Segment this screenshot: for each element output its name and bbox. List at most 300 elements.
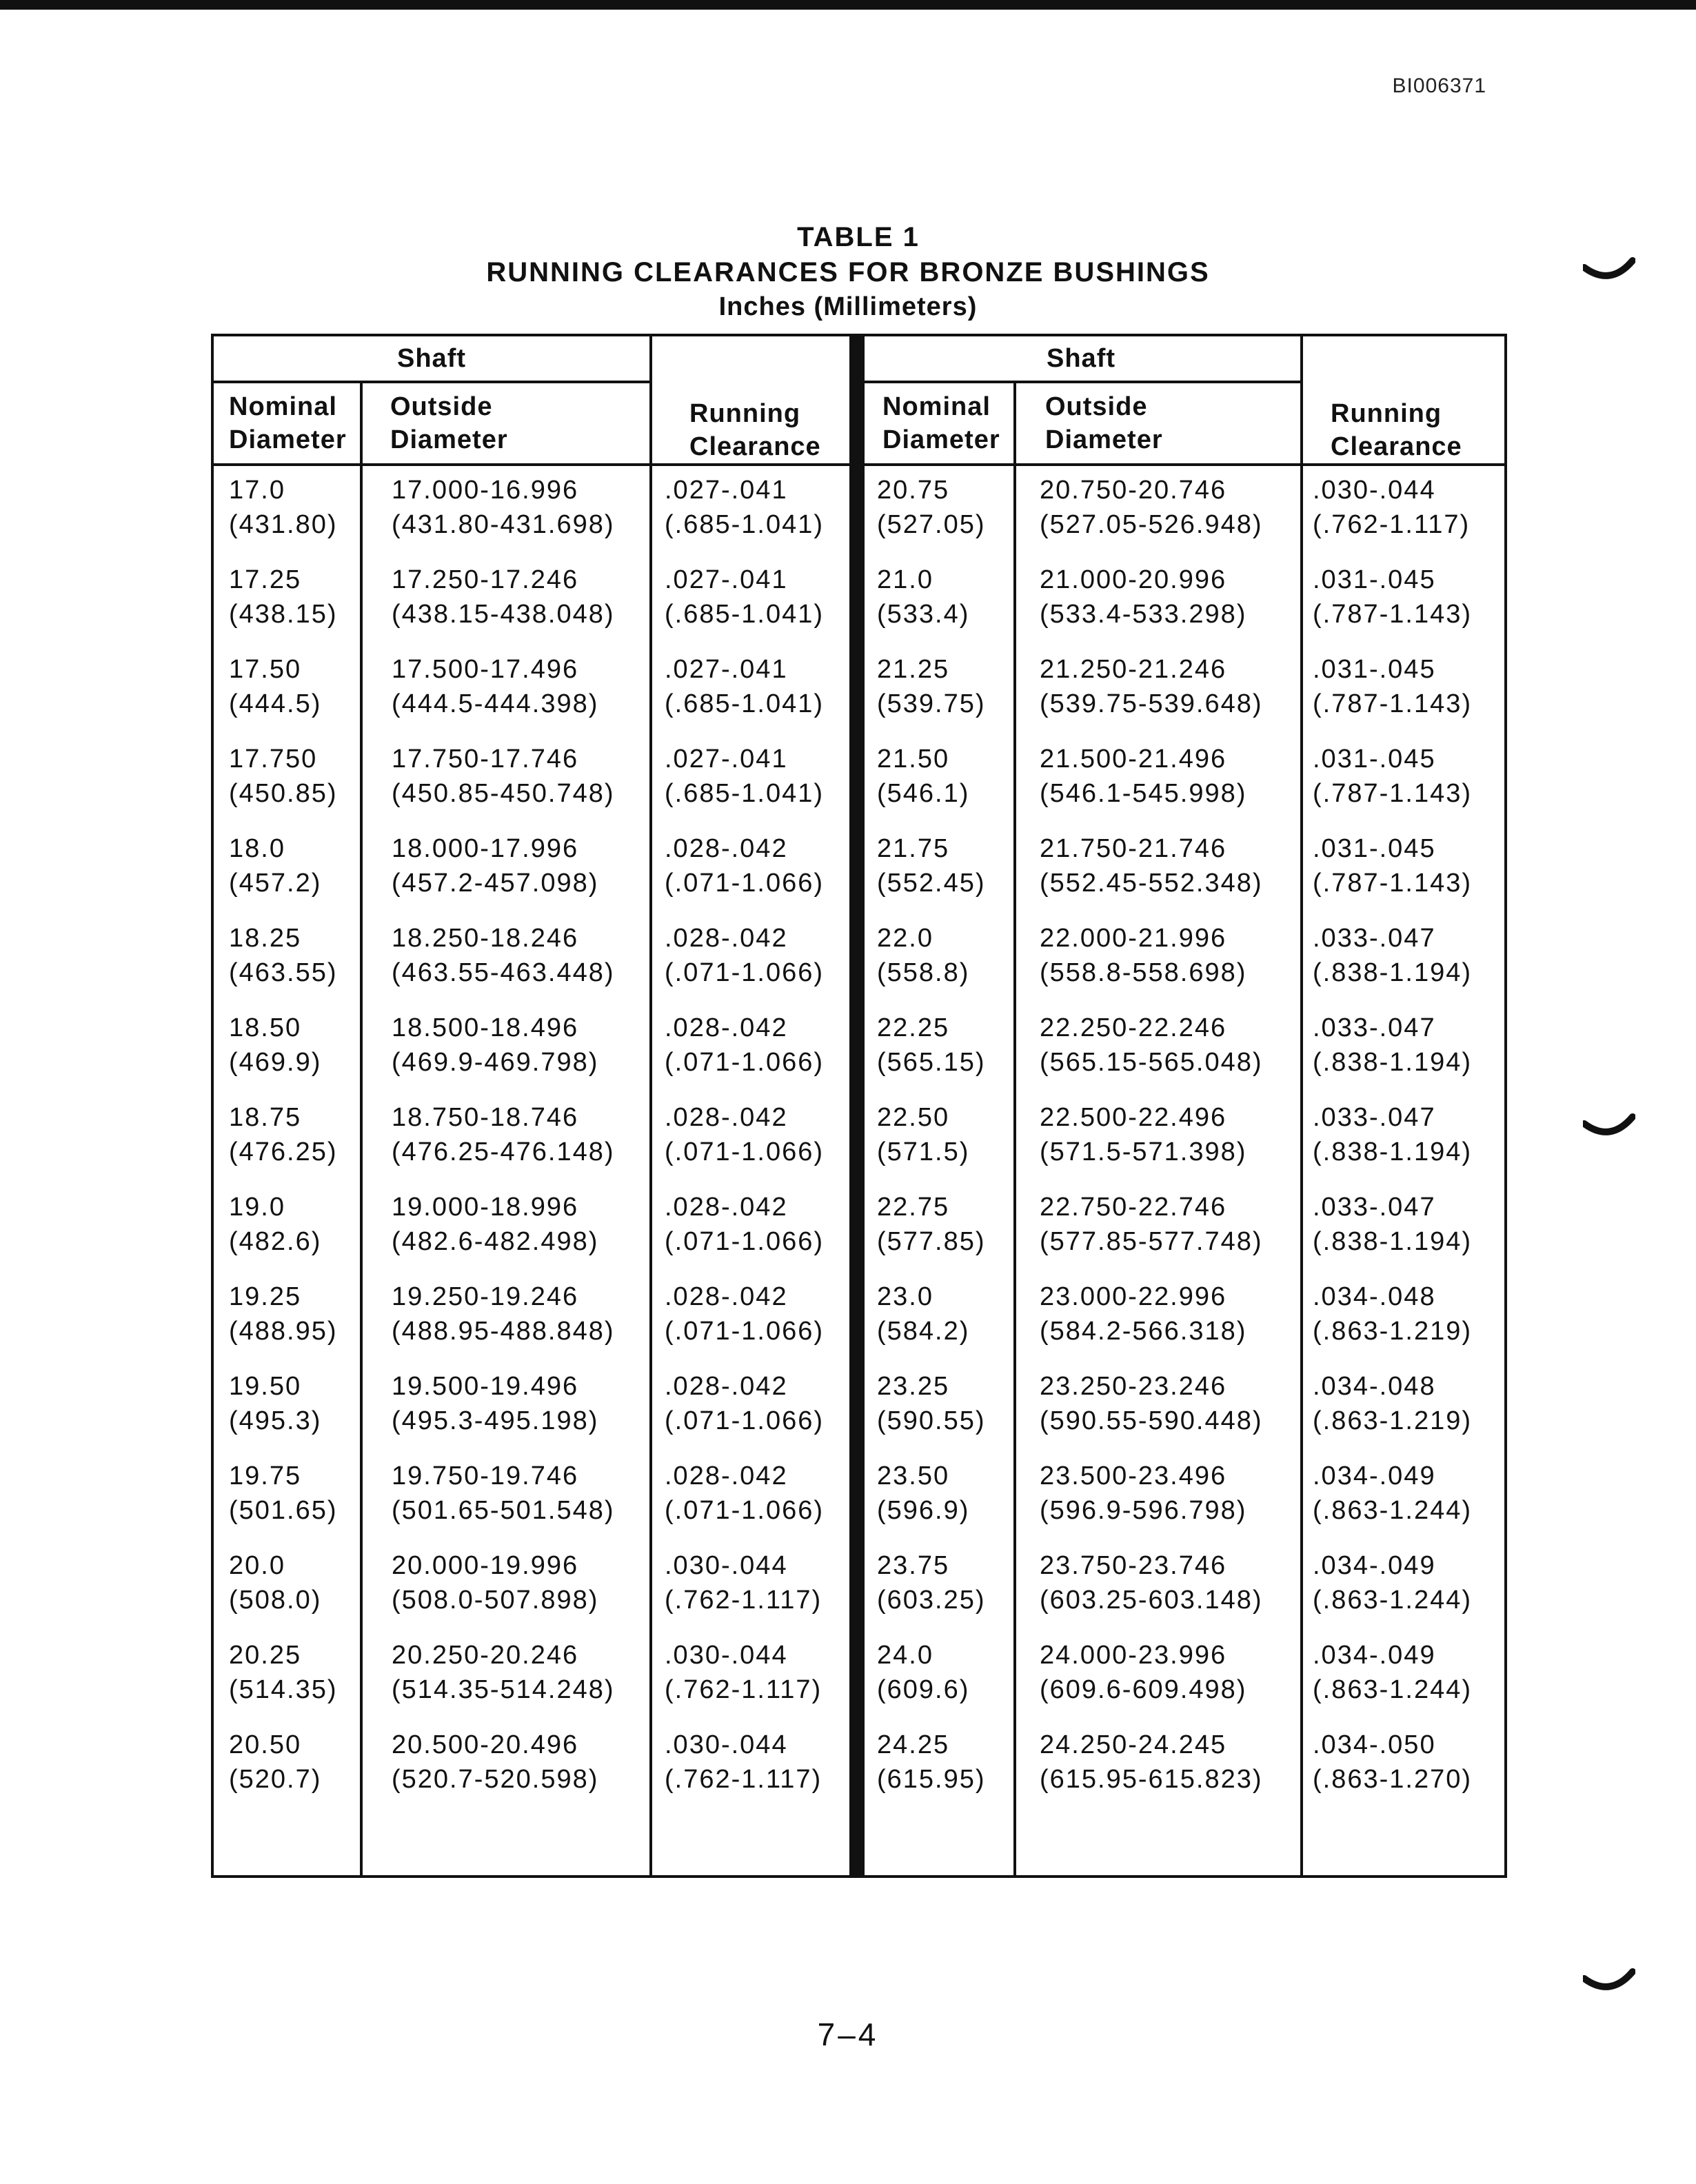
nominal-diameter-header-right <box>882 390 1000 456</box>
running-clearance-cell-inches: .034-.048 <box>1313 1372 1436 1401</box>
outside-diameter-cell-inches: 18.000-17.996 <box>392 834 579 863</box>
nominal-diameter-cell-mm: (558.8) <box>877 958 970 987</box>
nominal-diameter-cell <box>877 1459 969 1528</box>
outside-diameter-cell-inches: 21.750-21.746 <box>1040 834 1227 863</box>
nominal-diameter-cell <box>229 742 338 811</box>
running-clearance-cell <box>665 1100 824 1169</box>
header-text: Running <box>689 399 801 428</box>
outside-diameter-cell <box>392 1280 615 1348</box>
top-edge-bar <box>0 0 1696 10</box>
table-row <box>862 1004 1504 1093</box>
running-clearance-cell <box>1313 1100 1472 1169</box>
running-clearance-cell-mm: (.071-1.066) <box>665 958 825 987</box>
table-row <box>862 645 1504 735</box>
running-clearance-cell-mm: (.863-1.219) <box>1313 1406 1473 1435</box>
outside-diameter-cell-mm: (508.0-507.898) <box>392 1586 599 1615</box>
outside-diameter-cell-mm: (514.35-514.248) <box>392 1675 615 1704</box>
running-clearance-cell <box>1313 831 1472 900</box>
running-clearance-cell-inches: .028-.042 <box>665 1462 788 1490</box>
running-clearance-cell-inches: .034-.049 <box>1313 1641 1436 1670</box>
table-row <box>214 645 852 735</box>
running-clearance-header-right <box>1331 397 1462 463</box>
outside-diameter-cell-inches: 22.000-21.996 <box>1040 924 1227 953</box>
nominal-diameter-cell-inches: 17.25 <box>229 565 302 594</box>
outside-diameter-cell <box>1040 1369 1263 1438</box>
running-clearance-cell <box>665 1011 824 1080</box>
outside-diameter-cell-inches: 19.000-18.996 <box>392 1193 579 1222</box>
table-units: Inches (Millimeters) <box>718 292 978 321</box>
running-clearance-cell <box>665 742 824 811</box>
outside-diameter-cell-inches: 21.500-21.496 <box>1040 745 1227 774</box>
outside-diameter-cell-mm: (615.95-615.823) <box>1040 1765 1263 1794</box>
table-row <box>862 466 1504 556</box>
running-clearance-cell-inches: .030-.044 <box>665 1641 788 1670</box>
outside-diameter-cell-inches: 17.500-17.496 <box>392 655 579 684</box>
nominal-diameter-cell-mm: (590.55) <box>877 1406 986 1435</box>
nominal-diameter-cell <box>229 921 338 990</box>
outside-diameter-cell <box>1040 1011 1263 1080</box>
table-row <box>214 1093 852 1183</box>
table-row <box>862 735 1504 825</box>
nominal-diameter-cell <box>877 1369 986 1438</box>
outside-diameter-cell-inches: 23.000-22.996 <box>1040 1282 1227 1311</box>
header-divider <box>1300 336 1303 463</box>
outside-diameter-cell <box>392 1638 615 1707</box>
table-row <box>862 1452 1504 1541</box>
table-row <box>862 1183 1504 1273</box>
table-row <box>214 735 852 825</box>
running-clearance-cell <box>1313 742 1472 811</box>
nominal-diameter-cell-inches: 18.50 <box>229 1013 302 1042</box>
nominal-diameter-cell-inches: 18.0 <box>229 834 285 863</box>
running-clearance-cell-inches: .027-.041 <box>665 565 788 594</box>
nominal-diameter-cell-inches: 23.25 <box>877 1372 950 1401</box>
header-text: Diameter <box>390 425 508 454</box>
outside-diameter-cell <box>392 1459 615 1528</box>
outside-diameter-cell-mm: (495.3-495.198) <box>392 1406 599 1435</box>
header-text: Clearance <box>689 432 821 461</box>
outside-diameter-cell-inches: 20.000-19.996 <box>392 1551 579 1580</box>
nominal-diameter-cell-inches: 20.25 <box>229 1641 302 1670</box>
running-clearance-cell-inches: .027-.041 <box>665 476 788 505</box>
table-row <box>214 1273 852 1362</box>
running-clearance-cell <box>1313 1369 1472 1438</box>
nominal-diameter-cell-mm: (495.3) <box>229 1406 322 1435</box>
nominal-diameter-cell-mm: (520.7) <box>229 1765 322 1794</box>
binder-tab-mark <box>1583 1968 1635 1999</box>
nominal-diameter-cell-mm: (609.6) <box>877 1675 970 1704</box>
outside-diameter-cell-inches: 24.000-23.996 <box>1040 1641 1227 1670</box>
nominal-diameter-cell <box>877 1011 986 1080</box>
running-clearance-cell-mm: (.071-1.066) <box>665 1406 825 1435</box>
table-row <box>862 1541 1504 1631</box>
nominal-diameter-cell <box>877 1190 986 1259</box>
header-left <box>214 336 852 466</box>
shaft-header-right: Shaft <box>862 336 1303 383</box>
running-clearance-cell-mm: (.787-1.143) <box>1313 869 1473 898</box>
running-clearance-cell-mm: (.685-1.041) <box>665 779 825 808</box>
running-clearance-cell-inches: .028-.042 <box>665 1013 788 1042</box>
outside-diameter-cell-inches: 22.750-22.746 <box>1040 1193 1227 1222</box>
outside-diameter-cell <box>392 1190 598 1259</box>
running-clearance-cell-inches: .030-.044 <box>1313 476 1436 505</box>
nominal-diameter-cell <box>229 652 321 721</box>
nominal-diameter-cell-mm: (552.45) <box>877 869 986 898</box>
nominal-diameter-cell-mm: (584.2) <box>877 1317 970 1346</box>
outside-diameter-cell <box>1040 742 1246 811</box>
nominal-diameter-cell-inches: 17.50 <box>229 655 302 684</box>
nominal-diameter-cell <box>229 831 321 900</box>
outside-diameter-cell-inches: 23.250-23.246 <box>1040 1372 1227 1401</box>
table-row <box>862 1631 1504 1721</box>
outside-diameter-header-right <box>1045 390 1163 456</box>
running-clearance-cell-inches: .028-.042 <box>665 924 788 953</box>
outside-diameter-cell <box>1040 1728 1263 1797</box>
outside-diameter-cell-inches: 20.500-20.496 <box>392 1730 579 1759</box>
outside-diameter-cell-mm: (520.7-520.598) <box>392 1765 599 1794</box>
running-clearance-cell <box>1313 1728 1472 1797</box>
outside-diameter-cell-mm: (476.25-476.148) <box>392 1138 615 1166</box>
outside-diameter-cell <box>1040 1190 1263 1259</box>
nominal-diameter-cell-mm: (539.75) <box>877 689 986 718</box>
header-text: Running <box>1331 399 1442 428</box>
header-text: Outside <box>1045 392 1148 421</box>
running-clearance-cell-inches: .033-.047 <box>1313 1193 1436 1222</box>
table-row <box>214 914 852 1004</box>
nominal-diameter-cell-mm: (596.9) <box>877 1496 970 1525</box>
running-clearance-cell <box>1313 1638 1472 1707</box>
outside-diameter-cell <box>392 1369 598 1438</box>
nominal-diameter-cell <box>877 1638 969 1707</box>
outside-diameter-cell <box>1040 1459 1246 1528</box>
running-clearance-cell-mm: (.787-1.143) <box>1313 689 1473 718</box>
outside-diameter-cell-inches: 17.000-16.996 <box>392 476 579 505</box>
table-row <box>214 1362 852 1452</box>
table-row <box>214 1004 852 1093</box>
nominal-diameter-cell <box>877 921 969 990</box>
nominal-diameter-cell <box>229 1280 338 1348</box>
outside-diameter-cell-mm: (603.25-603.148) <box>1040 1586 1263 1615</box>
header-text: Diameter <box>229 425 347 454</box>
running-clearance-cell-mm: (.863-1.244) <box>1313 1496 1473 1525</box>
outside-diameter-cell-mm: (488.95-488.848) <box>392 1317 615 1346</box>
nominal-diameter-cell-inches: 23.50 <box>877 1462 950 1490</box>
running-clearance-cell-inches: .028-.042 <box>665 1103 788 1132</box>
running-clearance-cell <box>1313 1459 1472 1528</box>
running-clearance-cell-inches: .034-.049 <box>1313 1551 1436 1580</box>
running-clearance-cell-mm: (.071-1.066) <box>665 1227 825 1256</box>
outside-diameter-header-left <box>390 390 508 456</box>
outside-diameter-cell <box>1040 652 1263 721</box>
outside-diameter-cell-mm: (565.15-565.048) <box>1040 1048 1263 1077</box>
running-clearance-cell-inches: .030-.044 <box>665 1551 788 1580</box>
running-clearance-cell <box>665 1548 822 1617</box>
outside-diameter-cell <box>392 563 615 631</box>
table-row <box>862 825 1504 914</box>
binder-tab-mark <box>1583 1113 1635 1144</box>
outside-diameter-cell <box>392 1548 598 1617</box>
running-clearance-cell-inches: .031-.045 <box>1313 655 1436 684</box>
outside-diameter-cell <box>392 1728 598 1797</box>
running-clearance-cell <box>665 1369 824 1438</box>
outside-diameter-cell-inches: 23.500-23.496 <box>1040 1462 1227 1490</box>
outside-diameter-cell-inches: 22.250-22.246 <box>1040 1013 1227 1042</box>
nominal-diameter-cell-inches: 23.0 <box>877 1282 933 1311</box>
nominal-diameter-cell <box>229 1190 321 1259</box>
table-row <box>214 1452 852 1541</box>
running-clearance-cell-mm: (.685-1.041) <box>665 689 825 718</box>
outside-diameter-cell <box>392 652 598 721</box>
running-clearance-cell <box>665 831 824 900</box>
nominal-diameter-cell-mm: (527.05) <box>877 510 986 539</box>
running-clearance-cell-mm: (.685-1.041) <box>665 510 825 539</box>
header-divider <box>360 381 363 463</box>
nominal-diameter-cell <box>229 473 338 542</box>
nominal-diameter-cell-inches: 22.0 <box>877 924 933 953</box>
nominal-diameter-cell-inches: 18.25 <box>229 924 302 953</box>
running-clearance-cell-mm: (.863-1.244) <box>1313 1675 1473 1704</box>
outside-diameter-cell-mm: (577.85-577.748) <box>1040 1227 1263 1256</box>
outside-diameter-cell-inches: 21.000-20.996 <box>1040 565 1227 594</box>
outside-diameter-cell-mm: (533.4-533.298) <box>1040 600 1247 629</box>
running-clearance-cell-inches: .027-.041 <box>665 655 788 684</box>
outside-diameter-cell-inches: 17.250-17.246 <box>392 565 579 594</box>
outside-diameter-cell-inches: 19.250-19.246 <box>392 1282 579 1311</box>
table-row <box>214 466 852 556</box>
running-clearance-cell <box>665 921 824 990</box>
nominal-diameter-cell <box>877 1728 986 1797</box>
table-row <box>862 1362 1504 1452</box>
nominal-diameter-cell-inches: 19.50 <box>229 1372 302 1401</box>
running-clearance-cell-mm: (.838-1.194) <box>1313 1048 1473 1077</box>
outside-diameter-cell-inches: 20.750-20.746 <box>1040 476 1227 505</box>
nominal-diameter-cell-mm: (482.6) <box>229 1227 322 1256</box>
header-divider <box>649 336 652 463</box>
outside-diameter-cell-mm: (596.9-596.798) <box>1040 1496 1247 1525</box>
outside-diameter-cell <box>1040 1548 1263 1617</box>
table-row <box>862 914 1504 1004</box>
outside-diameter-cell-mm: (444.5-444.398) <box>392 689 599 718</box>
outside-diameter-cell-inches: 21.250-21.246 <box>1040 655 1227 684</box>
table-row <box>862 1093 1504 1183</box>
running-clearance-cell-mm: (.071-1.066) <box>665 1496 825 1525</box>
nominal-diameter-cell <box>229 1100 338 1169</box>
outside-diameter-cell-mm: (546.1-545.998) <box>1040 779 1247 808</box>
outside-diameter-cell-mm: (457.2-457.098) <box>392 869 599 898</box>
running-clearance-cell-inches: .031-.045 <box>1313 834 1436 863</box>
outside-diameter-cell-mm: (482.6-482.498) <box>392 1227 599 1256</box>
nominal-diameter-cell <box>229 1728 321 1797</box>
outside-diameter-cell <box>1040 1100 1246 1169</box>
running-clearance-cell-inches: .033-.047 <box>1313 1103 1436 1132</box>
table-row <box>214 556 852 645</box>
nominal-diameter-cell <box>877 1548 986 1617</box>
outside-diameter-cell-inches: 18.250-18.246 <box>392 924 579 953</box>
table-row <box>214 1721 852 1810</box>
header-text: Diameter <box>882 425 1000 454</box>
table-row <box>214 1631 852 1721</box>
table-row <box>214 1541 852 1631</box>
running-clearance-cell-mm: (.071-1.066) <box>665 1317 825 1346</box>
running-clearance-cell-mm: (.863-1.244) <box>1313 1586 1473 1615</box>
running-clearance-cell-mm: (.863-1.270) <box>1313 1765 1473 1794</box>
nominal-diameter-cell-inches: 23.75 <box>877 1551 950 1580</box>
nominal-diameter-cell <box>877 1280 969 1348</box>
outside-diameter-cell-inches: 24.250-24.245 <box>1040 1730 1227 1759</box>
nominal-diameter-cell <box>877 652 986 721</box>
nominal-diameter-cell-mm: (476.25) <box>229 1138 338 1166</box>
table-panel-left <box>211 334 855 1878</box>
nominal-diameter-cell-mm: (615.95) <box>877 1765 986 1794</box>
nominal-diameter-cell-mm: (571.5) <box>877 1138 970 1166</box>
outside-diameter-cell-mm: (571.5-571.398) <box>1040 1138 1247 1166</box>
nominal-diameter-cell-mm: (438.15) <box>229 600 338 629</box>
table-row <box>214 825 852 914</box>
nominal-diameter-cell <box>877 1100 969 1169</box>
running-clearance-cell-inches: .028-.042 <box>665 834 788 863</box>
outside-diameter-cell <box>1040 1638 1246 1707</box>
outside-diameter-cell-inches: 20.250-20.246 <box>392 1641 579 1670</box>
running-clearance-cell <box>1313 921 1472 990</box>
table-row <box>862 1721 1504 1810</box>
running-clearance-cell-mm: (.838-1.194) <box>1313 958 1473 987</box>
running-clearance-cell <box>665 652 824 721</box>
running-clearance-cell <box>665 1280 824 1348</box>
running-clearance-cell-mm: (.762-1.117) <box>665 1675 822 1704</box>
outside-diameter-cell-mm: (552.45-552.348) <box>1040 869 1263 898</box>
running-clearance-cell-mm: (.071-1.066) <box>665 1048 825 1077</box>
nominal-diameter-cell <box>229 563 338 631</box>
running-clearance-cell-mm: (.762-1.117) <box>665 1765 822 1794</box>
nominal-diameter-cell-inches: 21.0 <box>877 565 933 594</box>
running-clearance-cell-mm: (.071-1.066) <box>665 1138 825 1166</box>
running-clearance-cell <box>665 1728 822 1797</box>
outside-diameter-cell-mm: (450.85-450.748) <box>392 779 615 808</box>
nominal-diameter-cell <box>877 473 986 542</box>
running-clearance-cell-inches: .034-.048 <box>1313 1282 1436 1311</box>
running-clearance-cell-mm: (.838-1.194) <box>1313 1138 1473 1166</box>
running-clearance-cell-mm: (.762-1.117) <box>1313 510 1471 539</box>
nominal-diameter-cell-inches: 21.50 <box>877 745 950 774</box>
nominal-diameter-cell <box>877 831 986 900</box>
running-clearance-cell-mm: (.787-1.143) <box>1313 600 1473 629</box>
running-clearance-cell-inches: .034-.049 <box>1313 1462 1436 1490</box>
binder-tab-mark <box>1583 256 1635 288</box>
nominal-diameter-cell-mm: (508.0) <box>229 1586 322 1615</box>
nominal-diameter-cell-mm: (431.80) <box>229 510 338 539</box>
table-title: TABLE 1 <box>797 222 920 252</box>
nominal-diameter-cell-inches: 19.75 <box>229 1462 302 1490</box>
nominal-diameter-cell-mm: (488.95) <box>229 1317 338 1346</box>
center-divider-bar <box>849 334 865 1878</box>
running-clearance-cell-mm: (.787-1.143) <box>1313 779 1473 808</box>
running-clearance-cell <box>1313 652 1472 721</box>
outside-diameter-cell <box>392 742 615 811</box>
outside-diameter-cell-mm: (590.55-590.448) <box>1040 1406 1263 1435</box>
running-clearance-cell <box>1313 1011 1472 1080</box>
nominal-diameter-cell-mm: (577.85) <box>877 1227 986 1256</box>
outside-diameter-cell-mm: (438.15-438.048) <box>392 600 615 629</box>
nominal-diameter-cell-inches: 22.75 <box>877 1193 950 1222</box>
document-id: BI006371 <box>1392 74 1486 97</box>
running-clearance-cell <box>1313 1190 1472 1259</box>
nominal-diameter-cell-inches: 20.0 <box>229 1551 285 1580</box>
nominal-diameter-cell-inches: 24.25 <box>877 1730 950 1759</box>
nominal-diameter-cell-mm: (501.65) <box>229 1496 338 1525</box>
nominal-diameter-cell-mm: (546.1) <box>877 779 970 808</box>
table-subtitle: RUNNING CLEARANCES FOR BRONZE BUSHINGS <box>486 257 1210 287</box>
nominal-diameter-cell <box>229 1459 338 1528</box>
outside-diameter-cell <box>1040 473 1263 542</box>
outside-diameter-cell <box>392 473 615 542</box>
nominal-diameter-header-left <box>229 390 347 456</box>
outside-diameter-cell <box>1040 1280 1246 1348</box>
nominal-diameter-cell-mm: (457.2) <box>229 869 322 898</box>
outside-diameter-cell-inches: 19.750-19.746 <box>392 1462 579 1490</box>
outside-diameter-cell <box>1040 563 1246 631</box>
outside-diameter-cell-inches: 23.750-23.746 <box>1040 1551 1227 1580</box>
running-clearance-cell <box>1313 563 1472 631</box>
running-clearance-cell-inches: .033-.047 <box>1313 924 1436 953</box>
running-clearance-cell <box>1313 1548 1472 1617</box>
running-clearance-cell <box>665 563 824 631</box>
outside-diameter-cell-mm: (463.55-463.448) <box>392 958 615 987</box>
running-clearance-cell-inches: .027-.041 <box>665 745 788 774</box>
outside-diameter-cell-mm: (527.05-526.948) <box>1040 510 1263 539</box>
header-text: Outside <box>390 392 493 421</box>
nominal-diameter-cell-mm: (565.15) <box>877 1048 986 1077</box>
running-clearance-cell-inches: .033-.047 <box>1313 1013 1436 1042</box>
outside-diameter-cell <box>392 921 615 990</box>
outside-diameter-cell-mm: (539.75-539.648) <box>1040 689 1263 718</box>
nominal-diameter-cell-mm: (533.4) <box>877 600 970 629</box>
outside-diameter-cell <box>1040 921 1246 990</box>
nominal-diameter-cell <box>229 1638 338 1707</box>
running-clearance-cell <box>665 473 824 542</box>
nominal-diameter-cell-inches: 22.50 <box>877 1103 950 1132</box>
header-text: Nominal <box>229 392 337 421</box>
table-panel-right <box>859 334 1507 1878</box>
header-divider <box>1013 381 1016 463</box>
outside-diameter-cell-mm: (609.6-609.498) <box>1040 1675 1247 1704</box>
nominal-diameter-cell-inches: 17.0 <box>229 476 285 505</box>
header-text: Clearance <box>1331 432 1462 461</box>
outside-diameter-cell-mm: (431.80-431.698) <box>392 510 615 539</box>
nominal-diameter-cell-mm: (463.55) <box>229 958 338 987</box>
running-clearance-cell-mm: (.863-1.219) <box>1313 1317 1473 1346</box>
table-row <box>862 556 1504 645</box>
nominal-diameter-cell-inches: 21.25 <box>877 655 950 684</box>
running-clearance-header-left <box>689 397 821 463</box>
table-row <box>214 1183 852 1273</box>
nominal-diameter-cell-inches: 20.75 <box>877 476 950 505</box>
nominal-diameter-cell-inches: 19.25 <box>229 1282 302 1311</box>
nominal-diameter-cell-inches: 19.0 <box>229 1193 285 1222</box>
running-clearance-cell-inches: .031-.045 <box>1313 745 1436 774</box>
nominal-diameter-cell-mm: (450.85) <box>229 779 338 808</box>
running-clearance-cell-inches: .028-.042 <box>665 1282 788 1311</box>
running-clearance-cell-inches: .034-.050 <box>1313 1730 1436 1759</box>
running-clearance-cell <box>665 1638 822 1707</box>
outside-diameter-cell <box>392 831 598 900</box>
running-clearance-cell <box>1313 473 1470 542</box>
running-clearance-cell-mm: (.071-1.066) <box>665 869 825 898</box>
outside-diameter-cell-inches: 22.500-22.496 <box>1040 1103 1227 1132</box>
running-clearance-cell-inches: .028-.042 <box>665 1372 788 1401</box>
nominal-diameter-cell-inches: 21.75 <box>877 834 950 863</box>
table-row <box>862 1273 1504 1362</box>
outside-diameter-cell-inches: 19.500-19.496 <box>392 1372 579 1401</box>
